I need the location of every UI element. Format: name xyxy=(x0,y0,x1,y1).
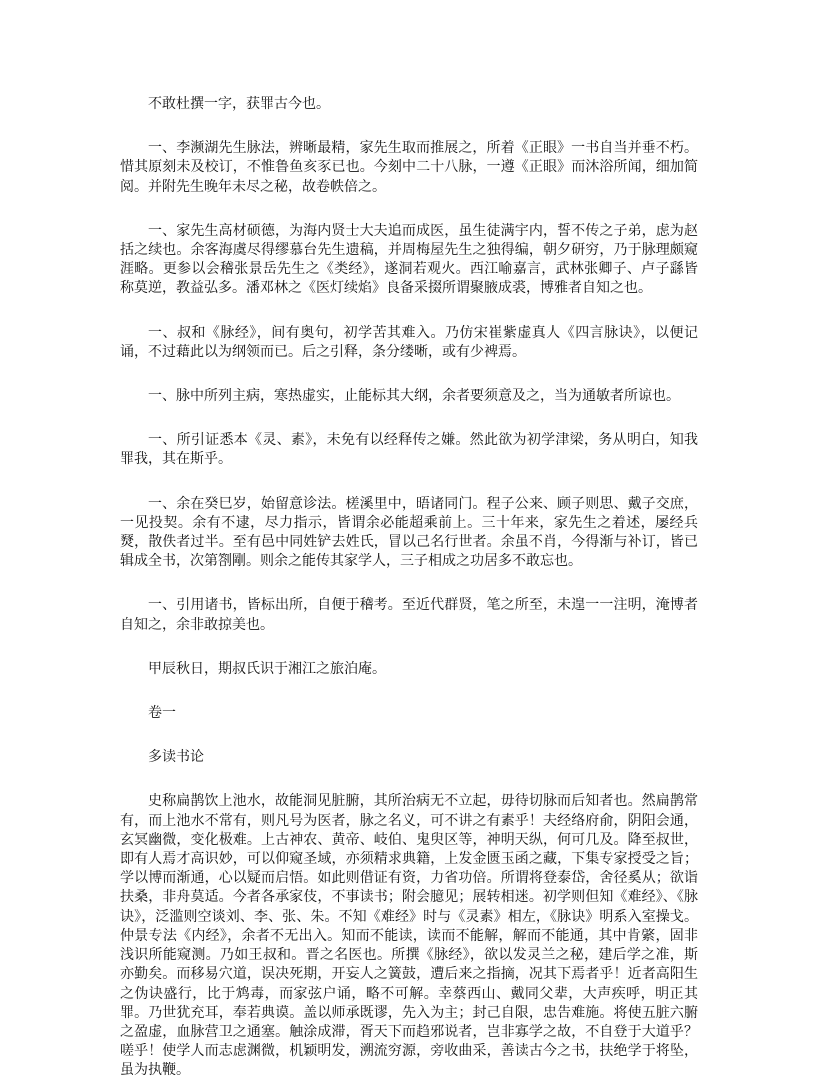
body-paragraph: 史称扁鹊饮上池水，故能洞见脏腑，其所治病无不立起，毋待切脉而后知者也。然扁鹊常有，而上池水不常有，则凡号为医者，脉之名义，可不讲之有素乎！夫经络府俞，阴阳会通，玄冥幽微，变化极难。上古神农、黄帝、岐伯、鬼臾区等，神明天纵，何可几及。降至叔世，即有人焉才高识妙，可以仰窥圣域，亦须精求典籍，上发金匮玉函之藏，下集专家授受之旨；学以博而渐通，心以疑而启悟。如此则借证有资，力省功倍。所谓将登泰岱，舍径奚从；欲诣扶桑，非舟莫适。今者各承家伎，不事读书；附会臆见；展转相迷。初学则但知《难经》、《脉诀》，泛滥则空谈刘、李、张、朱。不知《难经》时与《灵素》相左，《脉诀》明系入室操戈。仲景专法《内经》，余者不无出入。知而不能读，读而不能解，解而不能通，其中肯綮，固非浅识所能窥测。乃如王叔和。晋之名医也。所撰《脉经》，欲以发灵兰之秘，建后学之准，斯亦勤矣。而移易穴道，误决死期，开妄人之簧鼓，遭后来之指摘，况其下焉者乎！近者高阳生之伪诀盛行，比于鸩毒，而家弦户诵，略不可解。幸蔡西山、戴同父辈，大声疾呼，明正其罪。乃世犹充耳，奉若典谟。盖以师承既谬，先入为主；封己自限，忠告难施。将使五脏六腑之盈虚，血脉营卫之通塞。触涂成滞，胥天下而趋邪说者，岂非寡学之故，不自登于大道乎？嗟乎！使学人而志虑渊微，机颖明发，溯流穷源，旁收曲采，善读古今之书，扶绝学于将坠，虽为执鞭。 xyxy=(120,793,698,1079)
paragraph-note-2: 一、家先生高材硕德，为海内贤士大夫追而成医，虽生徒满宇内，誓不传之子弟，虑为赵括之续也。余客海虞尽得缪慕台先生遗稿，并周梅屋先生之独得编，朝夕研穷，乃于脉理颇窥涯略。更参以会稽张景岳先生之《类经》，遂洞若观火。西江喻嘉言，武林张卿子、卢子繇皆称莫逆，教益弘多。潘邓林之《医灯续焰》良备采掇所谓聚腋成裘，博雅者自知之也。 xyxy=(120,222,698,297)
paragraph-note-5: 一、所引证悉本《灵、素》，未免有以经释传之嫌。然此欲为初学津梁，务从明白，知我罪我，其在斯乎。 xyxy=(120,432,698,468)
signature-line: 甲辰秋日，期叔氏识于湘江之旅泊庵。 xyxy=(148,660,386,677)
paragraph-note-4: 一、脉中所列主病，寒热虚实，止能标其大纲，余者要须意及之，当为通敏者所谅也。 xyxy=(148,388,680,405)
document-page xyxy=(120,95,698,1081)
paragraph-note-6: 一、余在癸巳岁，始留意诊法。槎溪里中，晤诸同门。程子公来、顾子则思、戴子交庶，一见投契。余有不逮，尽力指示，皆谓余必能超乘前上。三十年来，家先生之着述，屡经兵燹，散佚者过半。至有邑中同姓铲去姓氏，冒以己名行世者。余虽不肖，今得渐与补订，皆已辑成全书，次第劄剛。则余之能传其家学人，三子相成之功居多不敢忘也。 xyxy=(120,495,698,570)
paragraph-note-1: 一、李濒湖先生脉法，辨晰最精，家先生取而推展之，所着《正眼》一书自当并垂不朽。惜其原刻未及校订，不惟鲁鱼亥豕已也。今刻中二十八脉，一遵《正眼》而沐浴所闻，细加简阅。并附先生晚年未尽之秘，故卷帙倍之。 xyxy=(120,140,698,195)
paragraph-closing-line: 不敢杜撰一字，获罪古今也。 xyxy=(148,96,330,112)
paragraph-note-3: 一、叔和《脉经》，间有奥句，初学苦其难入。乃仿宋崔紫虚真人《四言脉诀》，以便记诵，不过藉此以为纲领而已。后之引释，条分缕晰，或有少裨焉。 xyxy=(120,324,698,360)
volume-title: 卷一 xyxy=(148,705,176,722)
section-title: 多读书论 xyxy=(148,749,204,766)
paragraph-note-7: 一、引用诸书，皆标出所，自便于稽考。至近代群贤，笔之所至，未遑一一注明，淹博者自知之，余非敢掠美也。 xyxy=(120,597,698,633)
